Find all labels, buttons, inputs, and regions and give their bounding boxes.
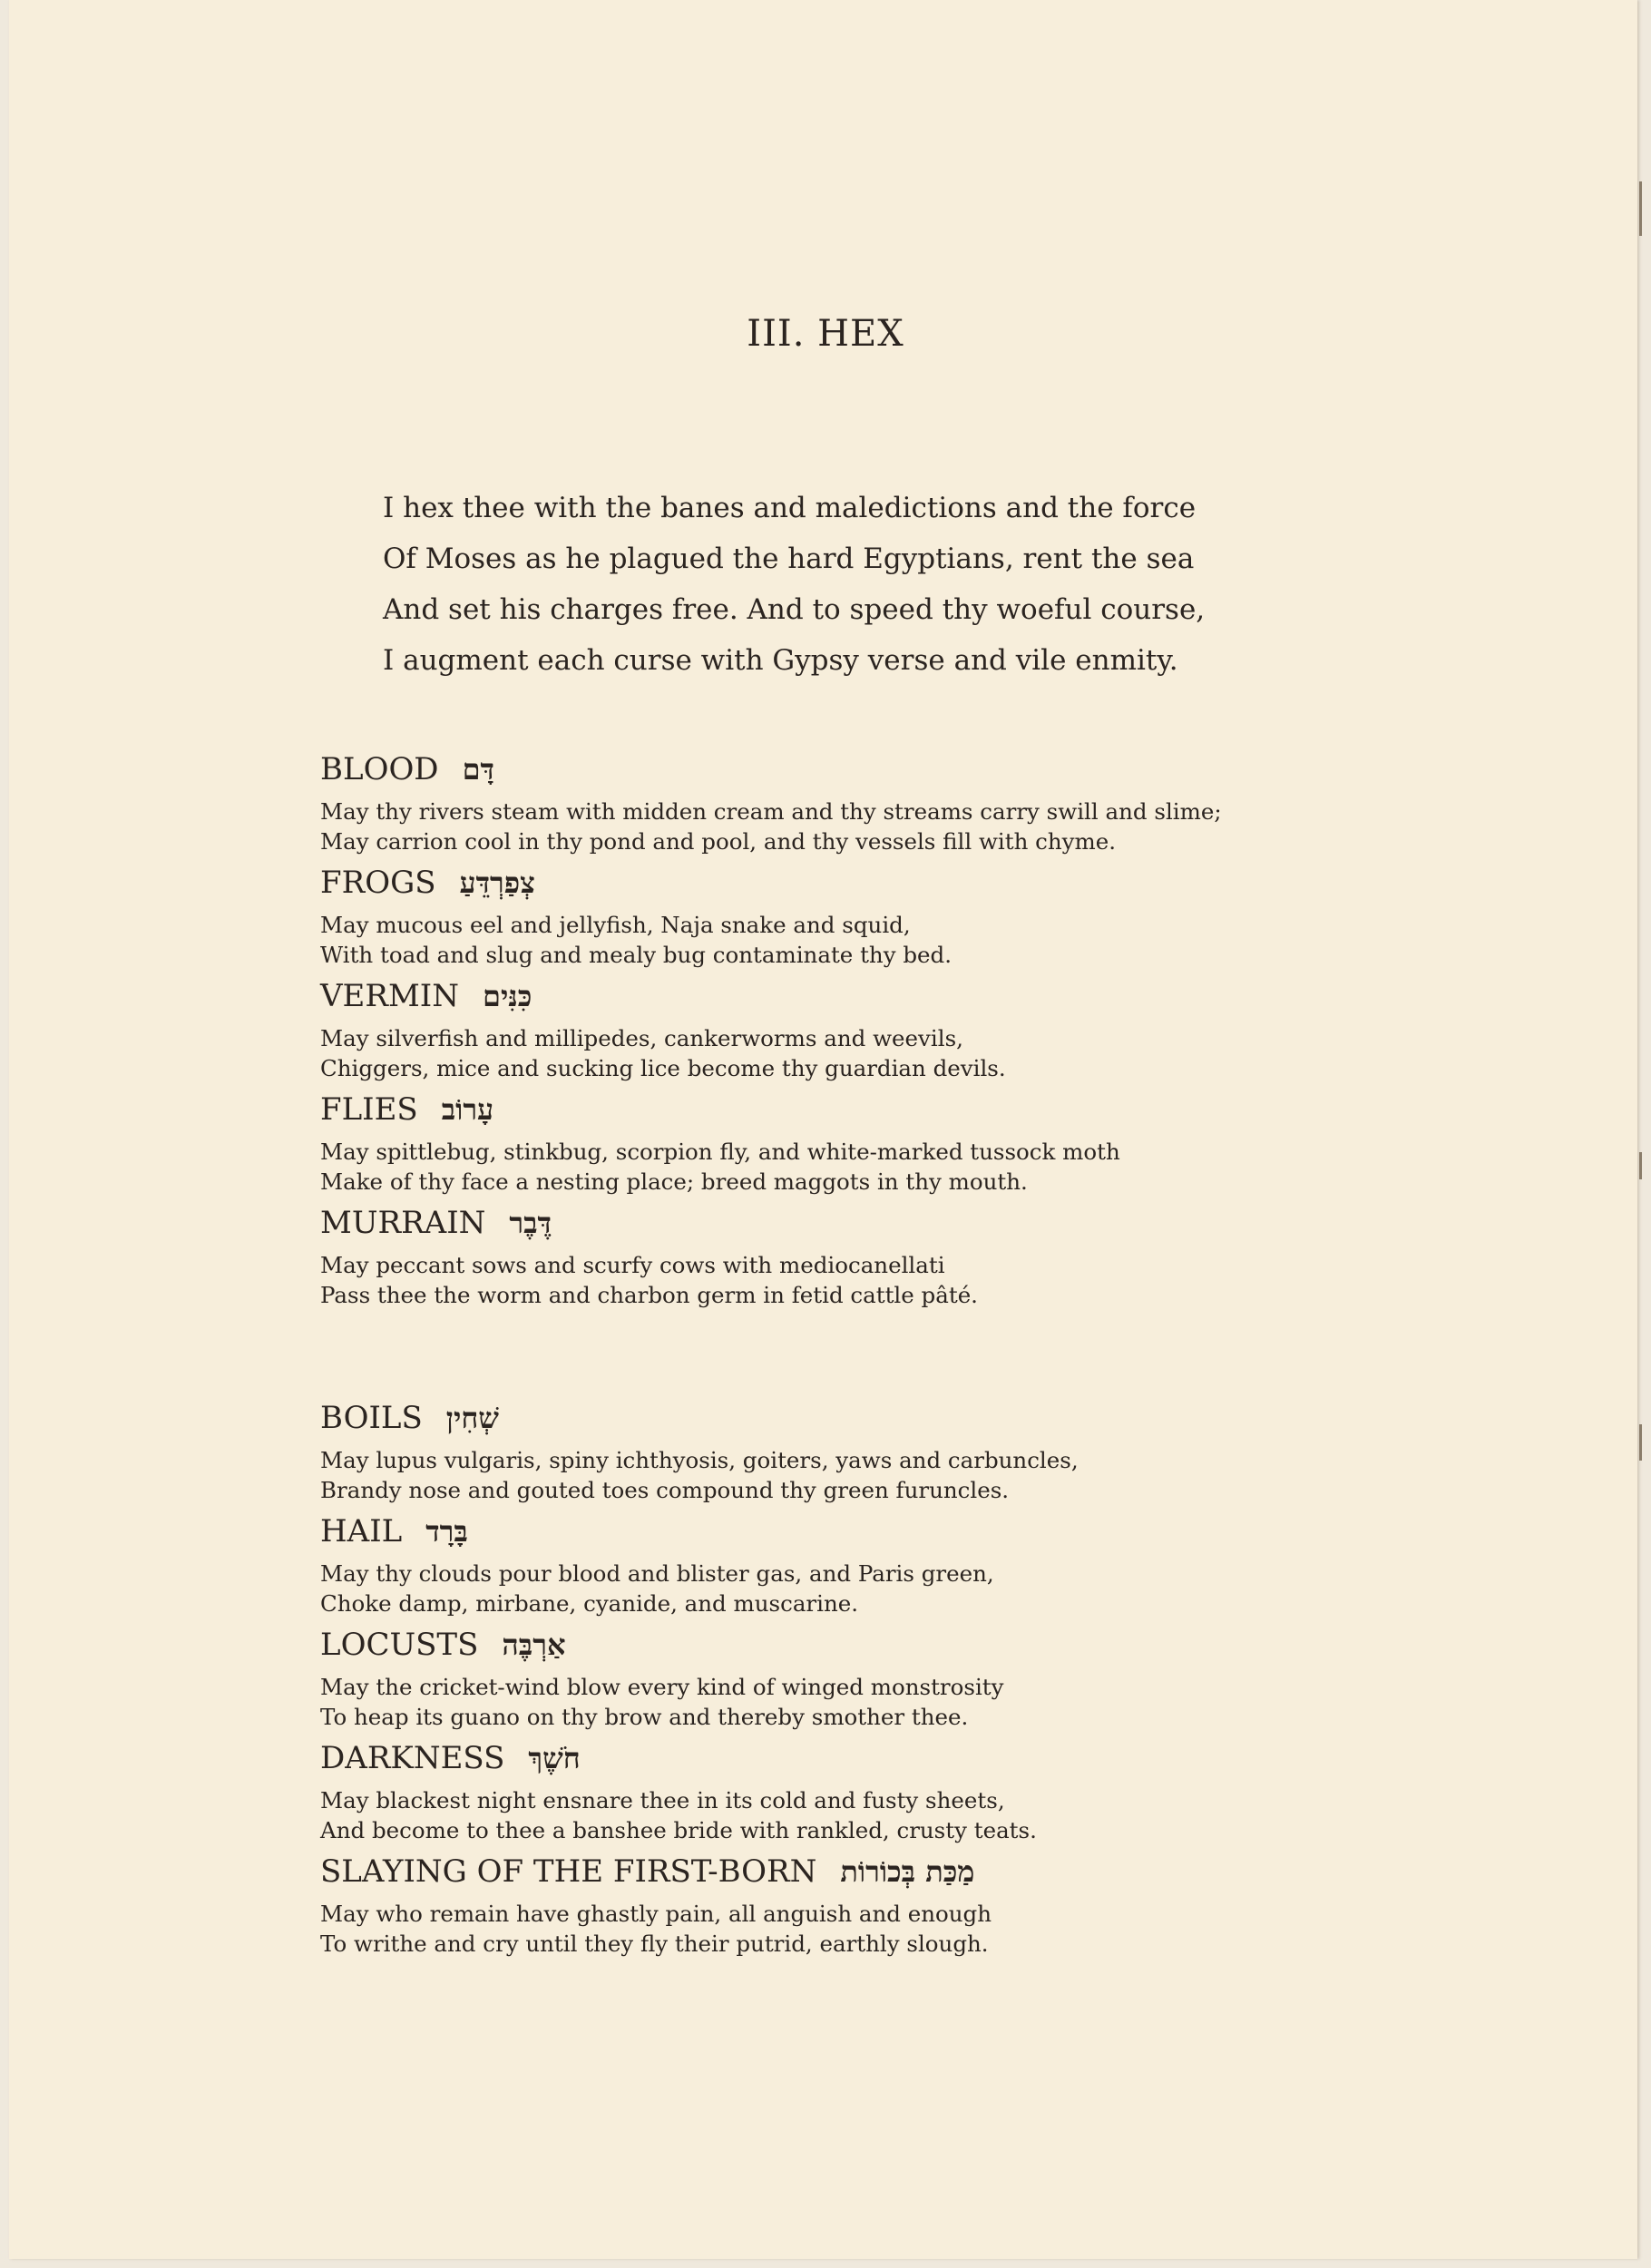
plague-verse [320,1023,1627,1083]
plague-hebrew: מַכַּת בְּכוֹרוֹת [840,1854,975,1889]
plague-hebrew: דֶּבֶר [509,1206,552,1240]
verse-line: Choke damp, mirbane, cyanide, and muscarine. [320,1590,859,1617]
plague-verse [320,1137,1627,1197]
intro-line: And set his charges free. And to speed thy woeful course, [383,593,1206,626]
plague-heading [320,1511,1627,1551]
plague-hebrew: צְפַרְדֵּעַ [459,865,535,900]
page-title: III. HEX [747,312,904,355]
paper-edge-mark [1639,181,1642,236]
plague-name: SLAYING OF THE FIRST-BORN [320,1853,817,1890]
plague-hebrew: בָּרָד [425,1514,468,1549]
plague-verse [320,1445,1627,1505]
plague-first-born [320,1852,1627,1959]
plague-heading [320,1090,1627,1129]
paper-edge-mark [1639,1424,1642,1461]
verse-line: Brandy nose and gouted toes compound thy green furuncles. [320,1477,1010,1503]
plague-name: FROGS [320,865,436,901]
intro-line: I augment each curse with Gypsy verse and vile enmity. [383,644,1178,677]
plague-heading [320,1852,1627,1892]
verse-line: May thy clouds pour blood and blister gas, and Paris green, [320,1560,994,1587]
plague-hebrew: דָּם [462,752,494,787]
plague-hebrew: אַרְבֶּה [502,1628,566,1662]
plague-name: MURRAIN [320,1205,486,1241]
verse-line: Pass thee the worm and charbon germ in fetid cattle pâté. [320,1282,978,1308]
plague-name: FLIES [320,1091,418,1128]
plague-vermin [320,976,1627,1083]
verse-line: May the cricket-wind blow every kind of winged monstrosity [320,1674,1004,1700]
verse-line: May spittlebug, stinkbug, scorpion fly, and white-marked tussock moth [320,1139,1120,1165]
plague-hebrew: שְׁחִין [445,1401,499,1435]
plague-heading [320,1203,1627,1243]
intro-stanza [383,483,1290,686]
intro-line: Of Moses as he plagued the hard Egyptians, rent the sea [383,543,1195,575]
plague-verse [320,1559,1627,1618]
verse-line: May silverfish and millipedes, cankerworms and weevils, [320,1025,963,1051]
paper-edge-mark [1639,1152,1642,1179]
plague-darkness [320,1738,1627,1845]
plague-verse [320,1899,1627,1959]
plague-hebrew: עָרוֹב [441,1092,494,1127]
plague-name: DARKNESS [320,1740,505,1776]
plague-verse [320,910,1627,970]
plague-verse [320,1785,1627,1845]
verse-line: May carrion cool in thy pond and pool, and thy vessels fill with chyme. [320,828,1117,855]
plague-name: VERMIN [320,978,459,1014]
verse-line: May blackest night ensnare thee in its cold and fusty sheets, [320,1787,1005,1813]
verse-line: With toad and slug and mealy bug contaminate thy bed. [320,942,952,968]
verse-line: To writhe and cry until they fly their putrid, earthly slough. [320,1931,989,1957]
plague-heading [320,1625,1627,1665]
verse-line: May mucous eel and jellyfish, Naja snake and squid, [320,912,911,938]
plague-name: HAIL [320,1513,403,1549]
intro-line: I hex thee with the banes and maledictions and the force [383,492,1197,524]
verse-line: To heap its guano on thy brow and thereby smother thee. [320,1704,969,1730]
plague-verse [320,1672,1627,1732]
plague-verse [320,1250,1627,1310]
plague-heading [320,1398,1627,1438]
plague-name: BLOOD [320,751,439,787]
verse-line: May thy rivers steam with midden cream and thy streams carry swill and slime; [320,798,1222,825]
plague-hail [320,1511,1627,1618]
verse-line: May peccant sows and scurfy cows with mediocanellati [320,1252,945,1278]
plague-verse [320,797,1627,856]
plague-name: BOILS [320,1400,423,1436]
plague-locusts [320,1625,1627,1732]
verse-line: Chiggers, mice and sucking lice become thy guardian devils. [320,1055,1006,1081]
plague-frogs [320,863,1627,970]
plague-hebrew: חֹשֶׁךְ [528,1741,581,1775]
plague-flies [320,1090,1627,1197]
plague-heading [320,749,1627,789]
plague-murrain [320,1203,1627,1310]
plague-hebrew: כִּנִּים [482,979,532,1013]
plague-heading [320,863,1627,903]
plague-boils [320,1398,1627,1505]
plague-name: LOCUSTS [320,1627,479,1663]
verse-line: May lupus vulgaris, spiny ichthyosis, goiters, yaws and carbuncles, [320,1447,1079,1473]
plague-heading [320,1738,1627,1778]
verse-line: And become to thee a banshee bride with rankled, crusty teats. [320,1817,1037,1843]
plague-heading [320,976,1627,1016]
verse-line: May who remain have ghastly pain, all anguish and enough [320,1901,992,1927]
plague-blood [320,749,1627,856]
verse-line: Make of thy face a nesting place; breed maggots in thy mouth. [320,1168,1028,1195]
